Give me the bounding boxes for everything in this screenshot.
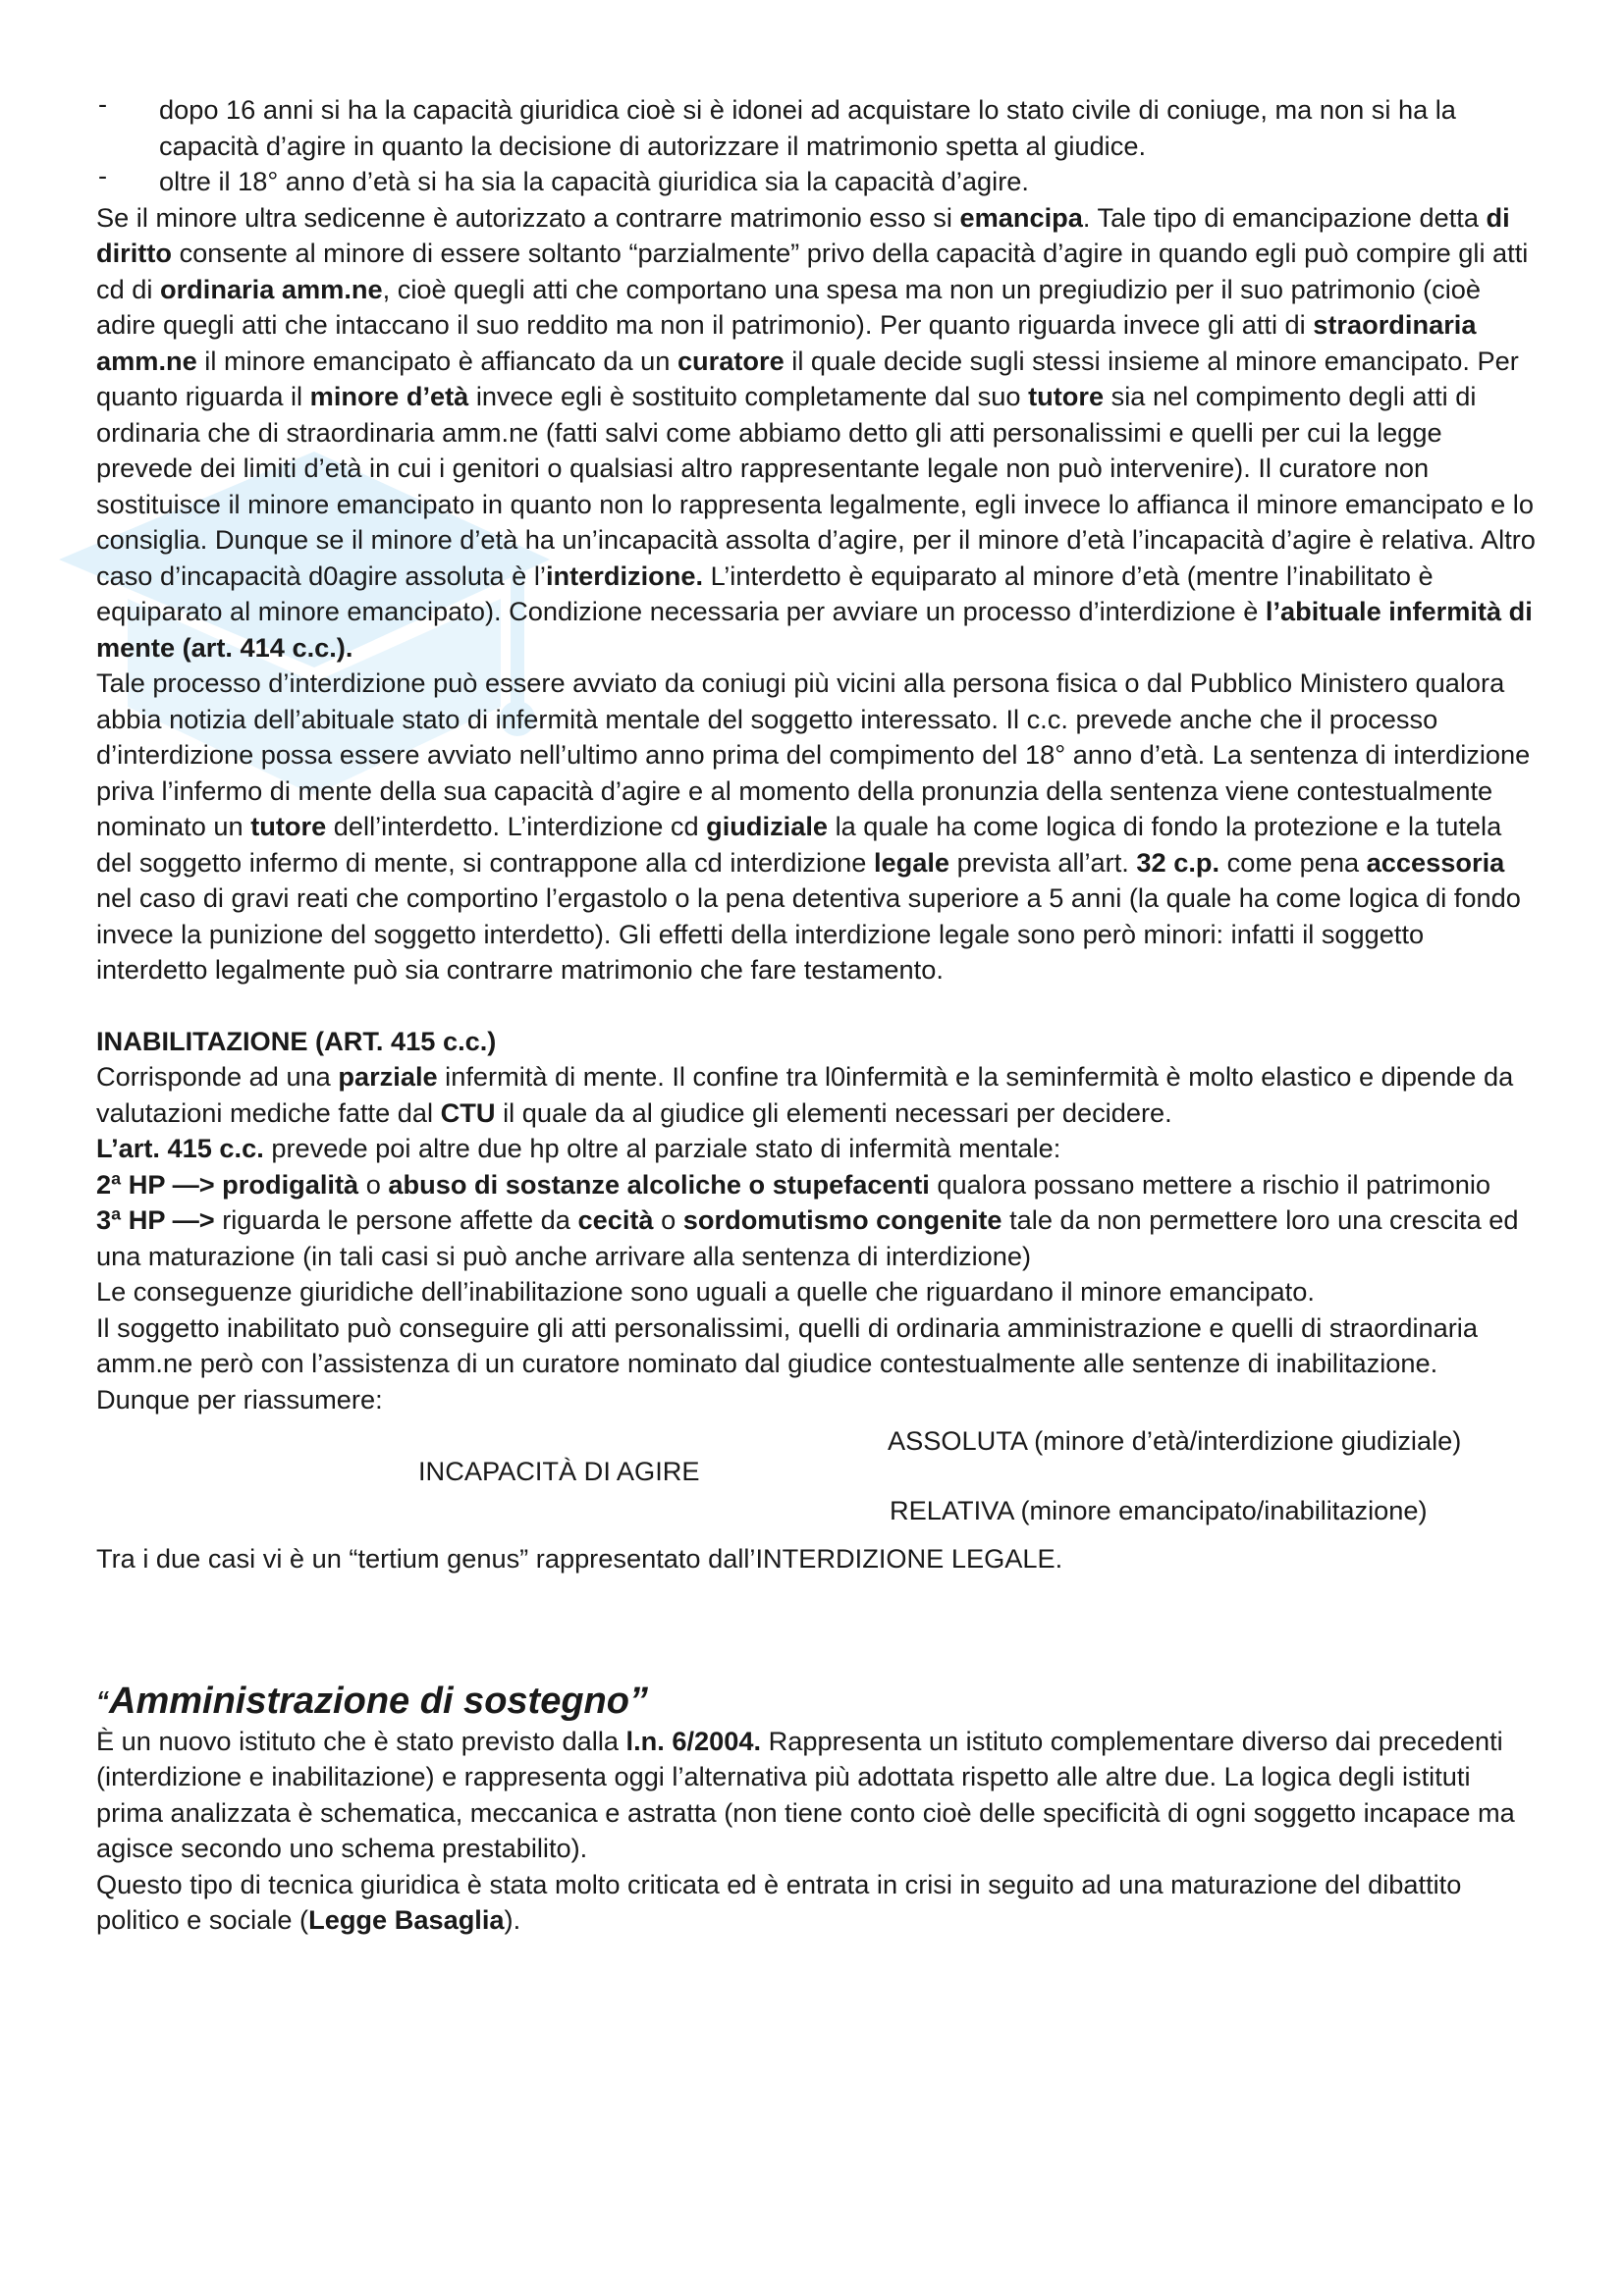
paragraph-soggetto-inabilitato: Il soggetto inabilitato può conseguire gli atti personalissimi, quelli di ordinaria amministrazione e quelli di straordinaria amm.ne però con l’assistenza di un curatore nominato dal giudice contestualmente alle sentenze di inabilitazione. <box>96 1311 1478 1378</box>
bold-term: legale <box>873 846 950 878</box>
bold-term: sordomutismo congenite <box>682 1204 1002 1235</box>
bullet-dash: - <box>98 88 108 119</box>
bold-term: 2ª HP —> prodigalità <box>96 1168 359 1200</box>
bullet-item <box>96 160 1540 200</box>
paragraph-interdizione <box>96 666 1540 988</box>
text-run: riguarda le persone affette da <box>214 1204 578 1235</box>
text-run: infermità di mente. Il confine tra l0infermità e la seminfermità è molto elastico e dipende da valutazioni mediche fatte dal <box>96 1061 1514 1128</box>
bold-term: l.n. 6/2004. <box>625 1725 762 1756</box>
text-run: la quale ha come logica di fondo la protezione e la tutela del soggetto infermo di mente, si contrappone alla cd interdizione <box>96 811 1502 878</box>
text-run: prevista all’art. <box>949 846 1137 878</box>
paragraph-tertium-genus: Tra i due casi vi è un “tertium genus” rappresentato dall’INTERDIZIONE LEGALE. <box>96 1543 1063 1574</box>
paragraph-conseguenze: Le conseguenze giuridiche dell’inabilitazione sono uguali a quelle che riguardano il minore emancipato. <box>96 1276 1315 1307</box>
text-run: il quale decide sugli stessi insieme al minore emancipato. Per quanto riguarda il <box>96 345 1519 411</box>
text-run: Corrisponde ad una <box>96 1061 339 1092</box>
paragraph-riassumere: Dunque per riassumere: <box>96 1383 383 1415</box>
text-run: il quale da al giudice gli elementi necessari per decidere. <box>495 1096 1172 1128</box>
bold-term: tutore <box>250 811 327 841</box>
text-run: sia nel compimento degli atti di ordinaria che di straordinaria amm.ne (fatti salvi come abbiamo detto gli atti personalissimi e quelli per cui la legge prevede dei limiti d’età in cui i genitori o qualsiasi altro rappresentante legale non può intervenire). Il curatore non sostituisce il minore emancipato in quanto non lo rappresenta legalmente, egli invece lo affianca il minore emancipato e lo consiglia. Dunque se il minore d’età ha un’incapacità assolta d’agire, per il minore d’età l’incapacità d’agire è relativa. Altro caso d’incapacità d0agire assoluta è l’ <box>96 381 1536 591</box>
scheme-relativa: RELATIVA (minore emancipato/inabilitazione) <box>890 1495 1428 1525</box>
text-run: L’interdetto è equiparato al minore d’età (mentre l’inabilitato è equiparato al minore emancipato). Condizione necessaria per avviare un processo d’interdizione è <box>96 560 1434 626</box>
section-heading-amministrazione <box>96 1678 1540 1724</box>
text-run: . Tale tipo di emancipazione detta <box>1082 201 1487 233</box>
heading-text: Amministrazione di sostegno” <box>109 1680 648 1722</box>
scheme-center: INCAPACITÀ DI AGIRE <box>418 1456 700 1486</box>
document-page <box>96 88 1540 1939</box>
text-run: dell’interdetto. L’interdizione cd <box>326 811 707 841</box>
text-run: come pena <box>1219 846 1367 878</box>
text-run: Rappresenta un istituto complementare diverso dai precedenti (interdizione e inabilitazione) e rappresenta oggi l’alternativa più adottata rispetto alle altre due. La logica degli istituti prima analizzata è schematica, meccanica e astratta (non tiene conto cioè delle specificità di ogni soggetto incapace ma agisce secondo uno schema prestabilito). <box>96 1725 1515 1863</box>
heading-text: INABILITAZIONE (ART. 415 c.c.) <box>96 1025 497 1056</box>
spacer <box>96 1577 1540 1678</box>
bold-term: l’abituale infermità di mente (art. 414 c.c.). <box>96 596 1533 663</box>
paragraph-amministrazione <box>96 1724 1540 1867</box>
bold-term: giudiziale <box>706 811 829 841</box>
bold-term: di diritto <box>96 201 1510 268</box>
bold-term: parziale <box>338 1061 438 1092</box>
bold-term: tutore <box>1028 381 1105 411</box>
incapacity-scheme <box>96 1417 1540 1533</box>
bold-term: Legge Basaglia <box>308 1904 505 1935</box>
paragraph-hp2 <box>96 1167 1540 1203</box>
bold-term: interdizione. <box>545 560 704 591</box>
bold-term: L’art. 415 c.c. <box>96 1133 264 1163</box>
text-run: È un nuovo istituto che è stato previsto dalla <box>96 1725 626 1756</box>
paragraph-hp3 <box>96 1202 1540 1274</box>
text-run: o <box>653 1204 683 1235</box>
text-run: invece egli è sostituito completamente dal suo <box>468 381 1029 411</box>
text-run: tale da non permettere loro una crescita ed una maturazione (in tali casi si può anche arrivare alla sentenza di interdizione) <box>96 1204 1519 1271</box>
text-run: consente al minore di essere soltanto “parzialmente” privo della capacità d’agire in quando egli può compire gli atti cd di <box>96 238 1529 304</box>
paragraph-basaglia <box>96 1867 1540 1939</box>
section-heading-inabilitazione <box>96 1024 1540 1060</box>
bullet-item <box>96 88 1540 164</box>
text-run: Questo tipo di tecnica giuridica è stata molto criticata ed è entrata in crisi in seguito ad una maturazione del dibattito politico e sociale ( <box>96 1868 1462 1935</box>
scheme-assoluta: ASSOLUTA (minore d’età/interdizione giudiziale) <box>888 1425 1462 1456</box>
bold-term: straordinaria amm.ne <box>96 309 1477 376</box>
text-run: Se il minore ultra sedicenne è autorizzato a contrarre matrimonio esso si <box>96 201 960 233</box>
bold-term: accessoria <box>1366 846 1505 878</box>
bold-term: curatore <box>677 345 785 376</box>
text-run: , cioè quegli atti che comportano una spesa ma non un pregiudizio per il suo patrimonio (cioè adire quegli atti che intaccano il suo reddito ma non il patrimonio). Per quanto riguarda invece gli atti di <box>96 273 1481 340</box>
text-run: o <box>358 1168 389 1200</box>
text-run: qualora possano mettere a rischio il patrimonio <box>929 1168 1491 1200</box>
bold-term: emancipa <box>959 201 1083 233</box>
text-run: nel caso di gravi reati che comportino l’ergastolo o la pena detentiva superiore a 5 anni (la quale ha come logica di fondo invece la punizione del soggetto interdetto). Gli effetti della interdizione legale sono però minori: infatti il soggetto interdetto legalmente può sia contrarre matrimonio che fare testamento. <box>96 882 1521 985</box>
paragraph-emancipazione <box>96 200 1540 667</box>
text-run: il minore emancipato è affiancato da un <box>196 345 677 376</box>
paragraph-inabilitazione <box>96 1059 1540 1131</box>
bullet-text: dopo 16 anni si ha la capacità giuridica cioè si è idonei ad acquistare lo stato civile di coniuge, ma non si ha la capacità d’agire in quanto la decisione di autorizzare il matrimonio spetta al giudice. <box>159 94 1456 161</box>
spacer <box>96 988 1540 1024</box>
bold-term: minore d’età <box>309 381 469 411</box>
bold-term: 3ª HP —> <box>96 1204 215 1235</box>
bold-term: abuso di sostanze alcoliche o stupefacenti <box>388 1168 930 1200</box>
bullet-text: oltre il 18° anno d’età si ha sia la capacità giuridica sia la capacità d’agire. <box>159 166 1029 196</box>
paragraph-art415 <box>96 1131 1540 1167</box>
bullet-dash: - <box>98 160 108 190</box>
open-quote: “ <box>96 1684 109 1715</box>
text-run: ). <box>504 1904 521 1935</box>
bold-term: CTU <box>440 1096 496 1128</box>
text-run: Tale processo d’interdizione può essere avviato da coniugi più vicini alla persona fisica o dal Pubblico Ministero qualora abbia notizia dell’abituale stato di infermità mentale del soggetto interessato. Il c.c. prevede anche che il processo d’interdizione possa essere avviato nell’ultimo anno prima del compimento del 18° anno d’età. La sentenza di interdizione priva l’infermo di mente della sua capacità d’agire e al momento della pronunzia della sentenza viene contestualmente nominato un <box>96 667 1531 841</box>
text-run: prevede poi altre due hp oltre al parziale stato di infermità mentale: <box>263 1133 1061 1163</box>
bold-term: 32 c.p. <box>1136 846 1220 878</box>
bold-term: cecità <box>577 1204 654 1235</box>
bold-term: ordinaria amm.ne <box>159 273 383 304</box>
